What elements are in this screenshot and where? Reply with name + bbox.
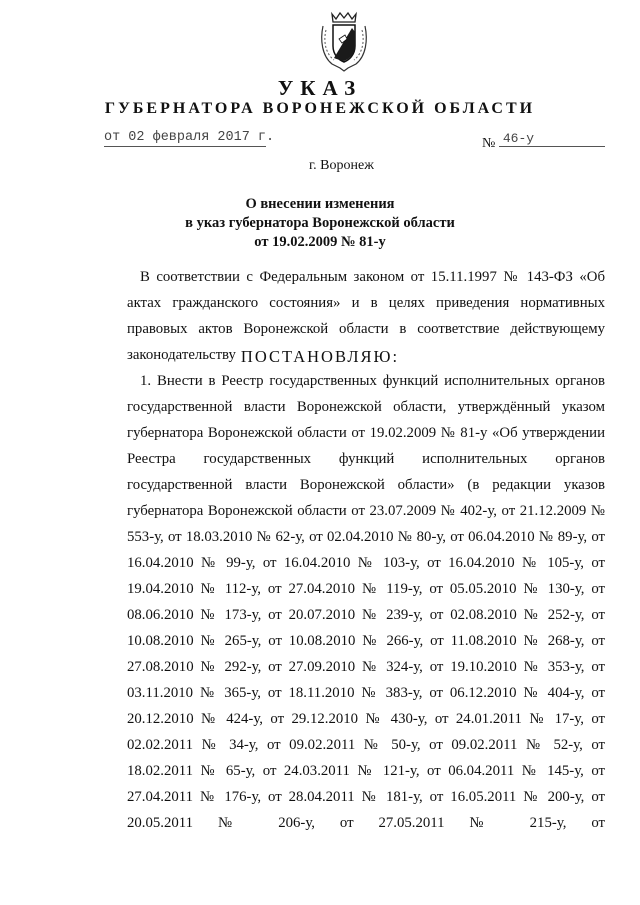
number-label: №	[482, 136, 496, 151]
document-heading	[0, 195, 640, 252]
coat-of-arms-emblem	[318, 10, 370, 72]
city-name: г. Воронеж	[309, 158, 374, 173]
document-number	[482, 131, 605, 152]
intro-paragraph: В соответствии с Федеральным законом от 15.11.1997 № 143-ФЗ «Об актах гражданского состояния» и в целях приведения нормативных правовых актов Воронежской области в соответствие действующему законодательству	[127, 269, 605, 363]
heading-line: в указ губернатора Воронежской области	[185, 215, 455, 231]
document-date: от 02 февраля 2017 г.	[104, 130, 275, 145]
item-1-paragraph: 1. Внести в Реестр государственных функций исполнительных органов государственной власти Воронежской области, утверждённый указом губернатора Воронежской области от 19.02.2009 № 81-у «Об утверждении Реестра государственных функций исполнительных органов государственной власти Воронежской области» (в редакции указов губернатора Воронежской области от 23.07.2009 № 402-у, от 21.12.2009 № 553-у, от 18.03.2010 № 62-у, от 02.04.2010 № 80-у, от 06.04.2010 № 89-у, от 16.04.2010 № 99-у, от 16.04.2010 № 103-у, от 16.04.2010 № 105-у, от 19.04.2010 № 112-у, от 27.04.2010 № 119-у, от 05.05.2010 № 130-у, от 08.06.2010 № 173-у, от 20.07.2010 № 239-у, от 02.08.2010 № 252-у, от 10.08.2010 № 265-у, от 10.08.2010 № 266-у, от 11.08.2010 № 268-у, от 27.08.2010 № 292-у, от 27.09.2010 № 324-у, от 19.10.2010 № 353-у, от 03.11.2010 № 365-у, от 18.11.2010 № 383-у, от 06.12.2010 № 404-у, от 20.12.2010 № 424-у, от 29.12.2010 № 430-у, от 24.01.2011 № 17-у, от 02.02.2011 № 34-у, от 09.02.2011 № 50-у, от 09.02.2011 № 52-у, от 18.02.2011 № 65-у, от 24.03.2011 № 121-у, от 06.04.2011 № 145-у, от 27.04.2011 № 176-у, от 28.04.2011 № 181-у, от 16.05.2011 № 200-у, от 20.05.2011 № 206-у, от 27.05.2011 № 215-у, от	[127, 373, 605, 831]
issuer-title: ГУБЕРНАТОРА ВОРОНЕЖСКОЙ ОБЛАСТИ	[104, 100, 536, 117]
heading-line: О внесении изменения	[245, 196, 395, 212]
document-type-title: УКАЗ	[277, 76, 363, 100]
decree-word: ПОСТАНОВЛЯЮ:	[240, 347, 400, 366]
number-value: 46-у	[499, 131, 605, 147]
heading-line: от 19.02.2009 № 81-у	[254, 234, 386, 250]
